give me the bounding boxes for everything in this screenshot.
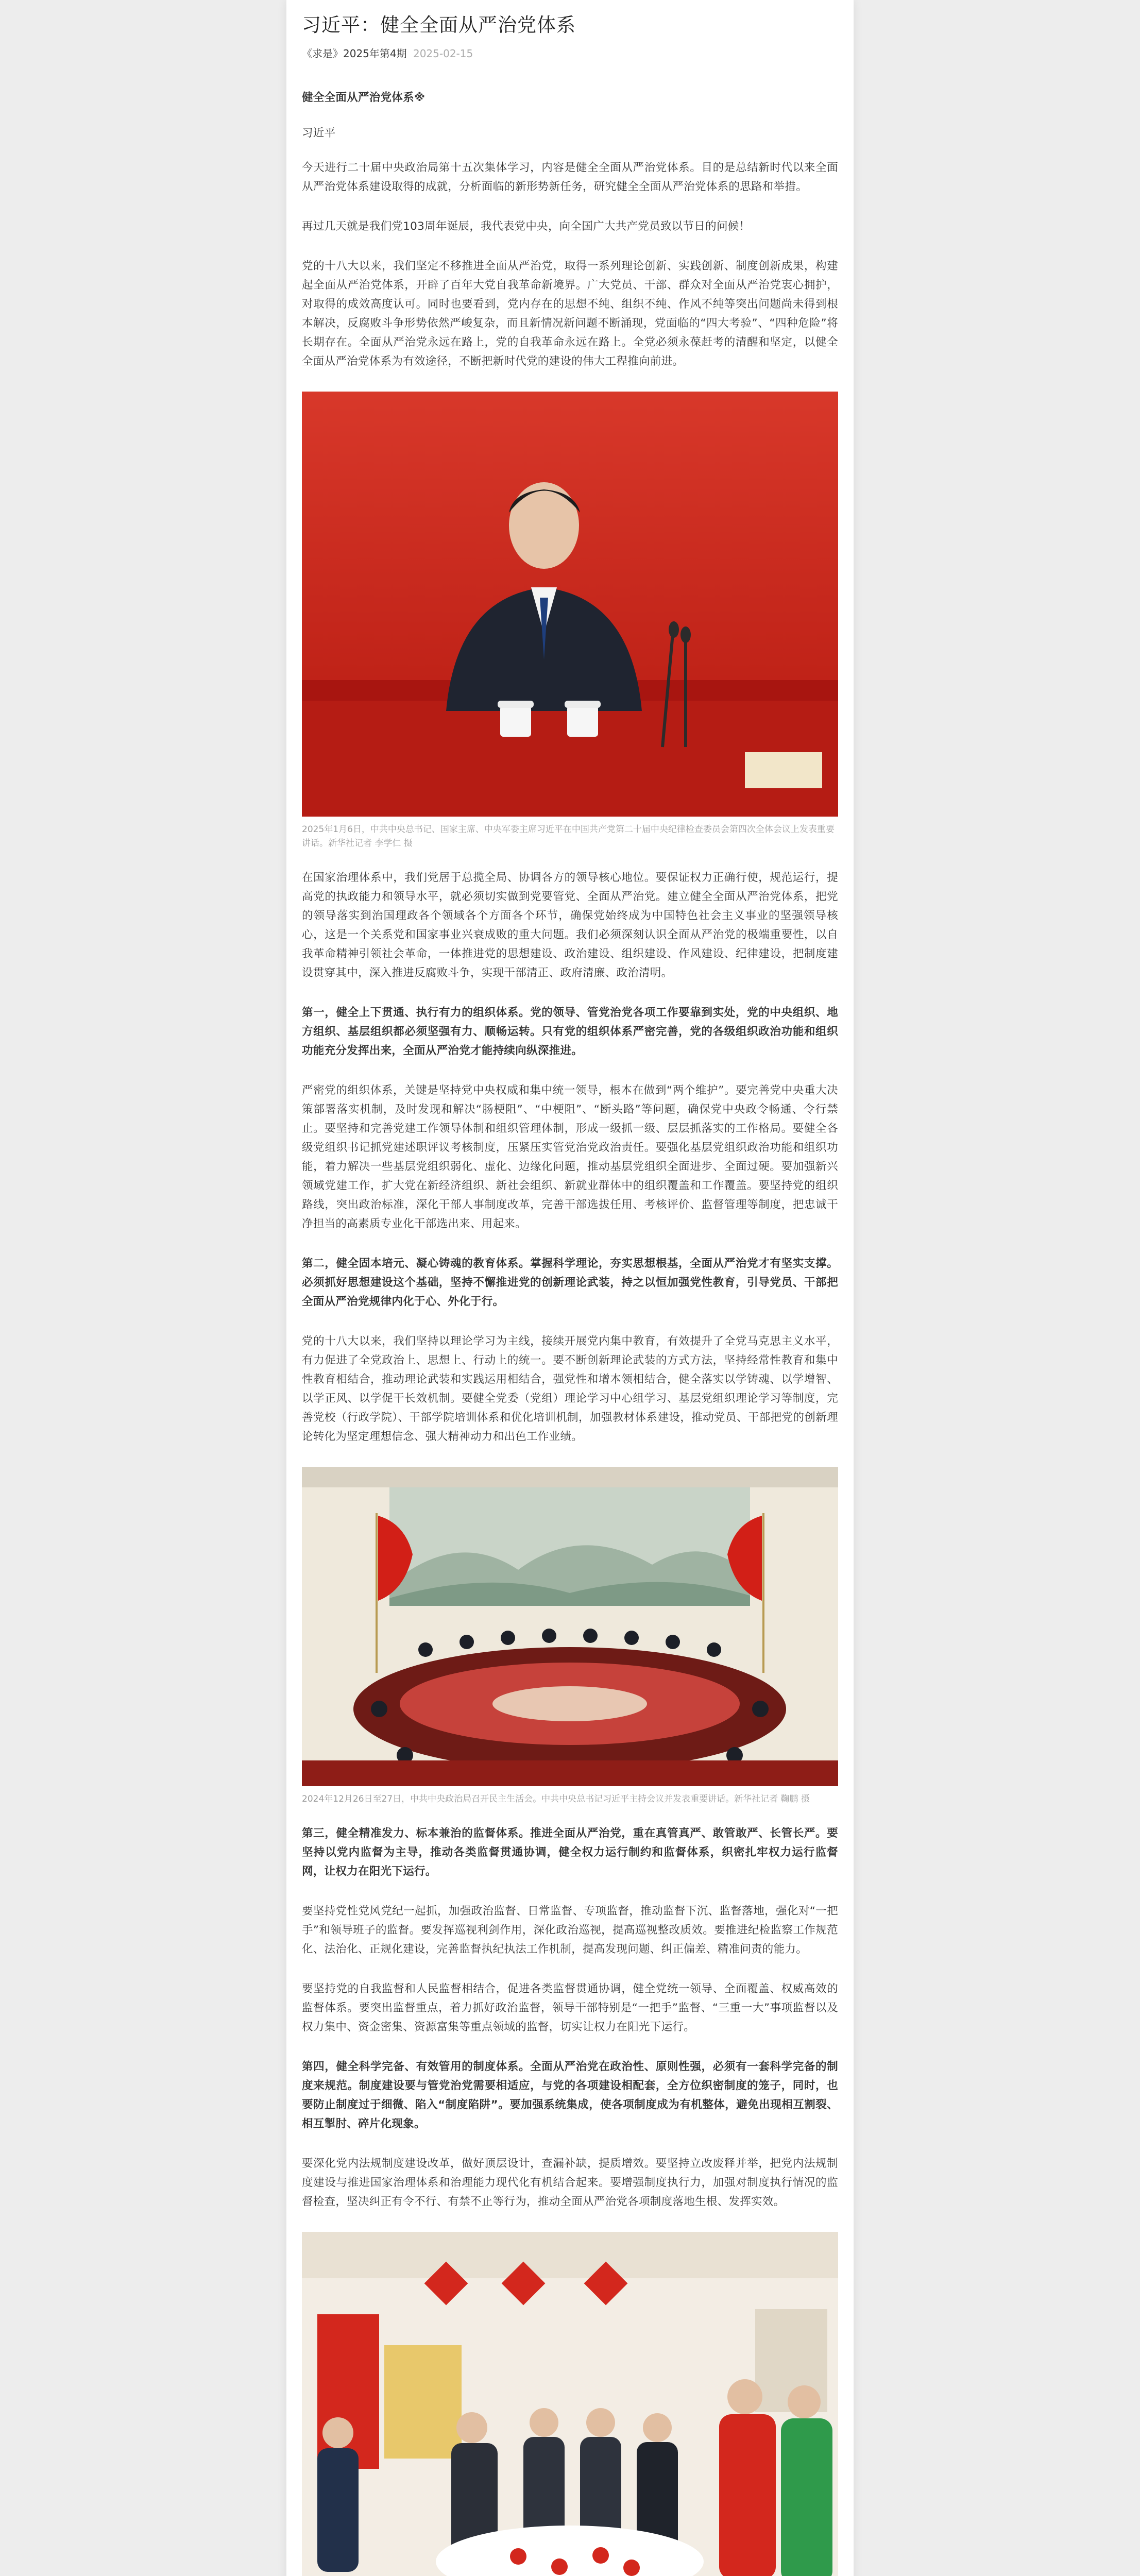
meeting-photo-graphic <box>302 1467 838 1786</box>
article-page <box>286 0 854 2576</box>
section-lead: 第二，健全固本培元、凝心铸魂的教育体系。掌握科学理论，夯实思想根基，全面从严治党才有坚实支撑。必须抓好思想建设这个基础，坚持不懈推进党的创新理论武装，持之以恒加强党性教育，引导党员、干部把全面从严治党规律内化于心、外化于行。 <box>302 1257 838 1308</box>
figure-3 <box>302 2232 838 2576</box>
paragraph: 党的十八大以来，我们坚持以理论学习为主线，接续开展党内集中教育，有效提升了全党马克思主义水平，有力促进了全党政治上、思想上、行动上的统一。要不断创新理论武装的方式方法，坚持经常性教育和集中性教育相结合，推动理论武装和实践运用相结合，强党性和增本领相结合，健全落实以学铸魂、以学增智、以学正风、以学促干长效机制。要健全党委（党组）理论学习中心组学习、基层党组织理论学习等制度，完善党校（行政学院）、干部学院培训体系和优化培训机制，加强教材体系建设，推动党员、干部把党的创新理论转化为坚定理想信念、强大精神动力和出色工作业绩。 <box>302 1335 838 1443</box>
paragraph: 党的十八大以来，我们坚定不移推进全面从严治党，取得一系列理论创新、实践创新、制度创新成果，构建起全面从严治党体系，开辟了百年大党自我革命新境界。广大党员、干部、群众对全面从严治党衷心拥护，对取得的成效高度认可。同时也要看到，党内存在的思想不纯、组织不纯、作风不纯等突出问题尚未得到根本解决，反腐败斗争形势依然严峻复杂，而且新情况新问题不断涌现，党面临的“四大考验”、“四种危险”将长期存在。全面从严治党永远在路上，党的自我革命永远在路上。全党必须永葆赶考的清醒和坚定，以健全全面从严治党体系为有效途径，不断把新时代党的建设的伟大工程推向前进。 <box>302 260 838 368</box>
photo-caption: 2024年12月26日至27日，中共中央政治局召开民主生活会。中共中央总书记习近平主持会议并发表重要讲话。新华社记者 鞠鹏 摄 <box>302 1794 810 1804</box>
speech-photo-graphic <box>302 392 838 817</box>
speaker-head <box>509 482 579 569</box>
article-date: 2025-02-15 <box>413 47 473 60</box>
paragraph: 严密党的组织体系，关键是坚持党中央权威和集中统一领导，根本在做到“两个维护”。要完善党中央重大决策部署落实机制，及时发现和解决“肠梗阻”、“中梗阻”、“断头路”等问题，确保党中央政令畅通、令行禁止。要坚持和完善党建工作领导体制和组织管理体制，形成一级抓一级、层层抓落实的工作格局。要健全各级党组织书记抓党建述职评议考核制度，压紧压实管党治党政治责任。要强化基层党组织政治功能和组织功能，着力解决一些基层党组织弱化、虚化、边缘化问题，推动基层党组织全面进步、全面过硬。要加强新兴领域党建工作，扩大党在新经济组织、新社会组织、新就业群体中的组织覆盖和工作覆盖。要坚持党的组织路线，突出政治标准，深化干部人事制度改革，完善干部选拔任用、考核评价、监督管理等制度，把忠诚干净担当的高素质专业化干部选出来、用起来。 <box>302 1084 838 1230</box>
visit-photo-graphic <box>302 2232 838 2576</box>
paragraph: 要深化党内法规制度建设改革，做好顶层设计，查漏补缺，提质增效。要坚持立改废释并举，把党内法规制度建设与推进国家治理体系和治理能力现代化有机结合起来。要增强制度执行力，加强对制度执行情况的监督检查，坚决纠正有令不行、有禁不止等行为，推动全面从严治党各项制度落地生根、发挥实效。 <box>302 2157 838 2208</box>
name-plate <box>745 752 822 788</box>
section-lead: 第四，健全科学完备、有效管用的制度体系。全面从严治党在政治性、原则性强，必须有一套科学完备的制度来规范。制度建设要与管党治党需要相适应，与党的各项建设相配套，全方位织密制度的笼子，同时，也要防止制度过于细微、陷入“制度陷阱”。要加强系统集成，使各项制度成为有机整体，避免出现相互割裂、相互掣肘、碎片化现象。 <box>302 2060 838 2130</box>
article-author: 习近平 <box>302 127 336 140</box>
paragraph: 再过几天就是我们党103周年诞辰，我代表党中央，向全国广大共产党员致以节日的问候！ <box>302 220 751 233</box>
paragraph: 要坚持党的自我监督和人民监督相结合，促进各类监督贯通协调，健全党统一领导、全面覆盖、权威高效的监督体系。要突出监督重点，着力抓好政治监督，领导干部特别是“一把手”监督、“三重一大”事项监督以及权力集中、资金密集、资源富集等重点领域的监督，切实让权力在阳光下运行。 <box>302 1982 838 2033</box>
article-title: 习近平：健全全面从严治党体系 <box>302 14 576 36</box>
paragraph <box>302 2057 838 2133</box>
photo-meeting[interactable] <box>302 1467 838 1786</box>
paragraph <box>302 1824 838 1881</box>
section-lead: 第一，健全上下贯通、执行有力的组织体系。党的领导、管党治党各项工作要靠到实处，党的中央组织、地方组织、基层组织都必须坚强有力、顺畅运转。只有党的组织体系严密完善，党的各级组织政治功能和组织功能充分发挥出来，全面从严治党才能持续向纵深推进。 <box>302 1006 838 1057</box>
figure-2 <box>302 1467 838 1806</box>
paragraph: 要坚持党性党风党纪一起抓，加强政治监督、日常监督、专项监督，推动监督下沉、监督落地，强化对“一把手”和领导班子的监督。要发挥巡视利剑作用，深化政治巡视，提高巡视整改质效。要推进纪检监察工作规范化、法治化、正规化建设，完善监督执纪执法工作机制，提高发现问题、纠正偏差、精准问责的能力。 <box>302 1905 838 1956</box>
article-meta <box>302 45 838 60</box>
article-source[interactable]: 《求是》2025年第4期 <box>302 47 407 60</box>
paragraph: 今天进行二十届中央政治局第十五次集体学习，内容是健全全面从严治党体系。目的是总结新时代以来全面从严治党体系建设取得的成就，分析面临的新形势新任务，研究健全全面从严治党体系的思路和举措。 <box>302 161 838 193</box>
paragraph: 在国家治理体系中，我们党居于总揽全局、协调各方的领导核心地位。要保证权力正确行使，规范运行，提高党的执政能力和领导水平，就必须切实做到党要管党、全面从严治党。建立健全全面从严治党体系，把党的领导落实到治国理政各个领域各个方面各个环节，确保党始终成为中国特色社会主义事业的坚强领导核心，这是一个关系党和国家事业兴衰成败的重大问题。我们必须深刻认识全面从严治党的极端重要性，以自我革命精神引领社会革命，一体推进党的思想建设、政治建设、组织建设、作风建设、纪律建设，把制度建设贯穿其中，深入推进反腐败斗争，实现干部清正、政府清廉、政治清明。 <box>302 871 838 979</box>
figure-1 <box>302 392 838 851</box>
tea-cup <box>500 706 531 737</box>
photo-community-visit[interactable] <box>302 2232 838 2576</box>
photo-speech[interactable] <box>302 392 838 817</box>
couplet-banner <box>317 2314 379 2469</box>
photo-caption: 2025年1月6日，中共中央总书记、国家主席、中央军委主席习近平在中国共产党第二十届中央纪律检查委员会第四次全体会议上发表重要讲话。新华社记者 李学仁 摄 <box>302 824 835 849</box>
article-heading: 健全全面从严治党体系※ <box>302 91 426 104</box>
paragraph <box>302 1003 838 1060</box>
section-lead: 第三，健全精准发力、标本兼治的监督体系。推进全面从严治党，重在真管真严、敢管敢严、长管长严。要坚持以党内监督为主导，推动各类监督贯通协调，健全权力运行制约和监督体系，织密扎牢权力运行监督网，让权力在阳光下运行。 <box>302 1827 838 1878</box>
tea-cup <box>567 706 598 737</box>
paragraph <box>302 1254 838 1311</box>
